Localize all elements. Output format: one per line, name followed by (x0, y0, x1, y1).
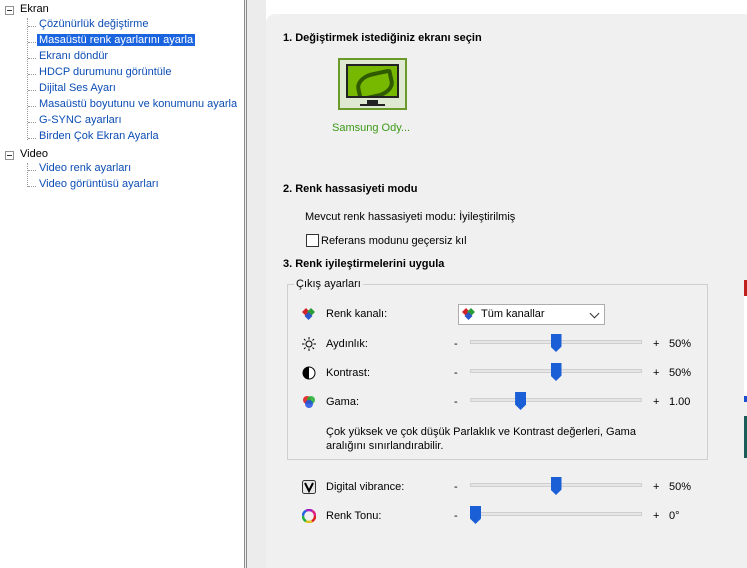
hue-label: Renk Tonu: (326, 510, 382, 522)
vibrance-value: 50% (669, 481, 692, 493)
current-mode-text: Mevcut renk hassasiyeti modu: İyileştirilmiş (305, 211, 516, 223)
digital-vibrance-label: Digital vibrance: (326, 481, 405, 493)
chevron-down-icon (590, 309, 600, 319)
hue-slider-thumb[interactable] (470, 506, 481, 524)
vibrance-slider-thumb[interactable] (551, 477, 562, 495)
brightness-icon (302, 337, 316, 351)
gamma-minus: - (454, 396, 458, 408)
range-note-line1: Çok yüksek ve çok düşük Parlaklık ve Kontrast değerleri, Gama (326, 426, 636, 438)
settings-panel (266, 14, 747, 568)
brightness-plus: + (653, 338, 660, 350)
tree-group-ekran[interactable]: Ekran (20, 3, 49, 15)
section-color-accuracy-title: 2. Renk hassasiyeti modu (283, 183, 418, 195)
tree-item-desktop-color[interactable]: Masaüstü renk ayarlarını ayarla (39, 34, 194, 46)
brightness-minus: - (454, 338, 458, 350)
nvidia-logo-icon (346, 64, 399, 98)
gamma-icon (302, 395, 316, 409)
gamma-value: 1.00 (669, 396, 691, 408)
panel-gap (247, 0, 266, 568)
color-channel-small-icon (462, 307, 476, 321)
hue-value: 0° (669, 510, 680, 522)
override-reference-checkbox[interactable] (306, 234, 319, 247)
contrast-label: Kontrast: (326, 367, 371, 379)
contrast-plus: + (653, 367, 660, 379)
range-note-line2: aralığını sınırlandırabilir. (326, 440, 444, 452)
tree-item-hdcp[interactable]: HDCP durumunu görüntüle (39, 66, 172, 78)
output-settings-title: Çıkış ayarları (296, 278, 361, 290)
tree-item-multi-display[interactable]: Birden Çok Ekran Ayarla (39, 130, 159, 142)
vibrance-minus: - (454, 481, 458, 493)
monitor-label[interactable]: Samsung Ody... (332, 122, 411, 134)
tree-item-resolution[interactable]: Çözünürlük değiştirme (39, 18, 149, 30)
hue-icon (302, 509, 316, 523)
tree-item-video-color[interactable]: Video renk ayarları (39, 162, 132, 174)
collapse-ekran-toggle[interactable] (5, 6, 14, 15)
section-color-enhancements-title: 3. Renk iyileştirmelerini uygula (283, 258, 445, 270)
color-channel-value: Tüm kanallar (481, 308, 545, 320)
contrast-icon (302, 366, 316, 380)
digital-vibrance-icon (302, 480, 316, 494)
hue-minus: - (454, 510, 458, 522)
collapse-video-toggle[interactable] (5, 151, 14, 160)
tree-item-desktop-size[interactable]: Masaüstü boyutunu ve konumunu ayarla (39, 98, 238, 110)
vibrance-plus: + (653, 481, 660, 493)
gamma-plus: + (653, 396, 660, 408)
contrast-value: 50% (669, 367, 692, 379)
override-reference-label[interactable]: Referans modunu geçersiz kıl (321, 235, 467, 247)
gamma-slider-track[interactable] (470, 398, 642, 402)
color-channel-icon (302, 307, 316, 321)
monitor-icon[interactable] (338, 58, 407, 110)
tree-item-rotate[interactable]: Ekranı döndür (39, 50, 109, 62)
tree-item-digital-audio[interactable]: Dijital Ses Ayarı (39, 82, 116, 94)
hue-plus: + (653, 510, 660, 522)
brightness-label: Aydınlık: (326, 338, 368, 350)
section-select-display-title: 1. Değiştirmek istediğiniz ekranı seçin (283, 32, 482, 44)
color-channel-dropdown[interactable] (458, 304, 605, 325)
navigation-tree (0, 0, 244, 568)
gamma-label: Gama: (326, 396, 360, 408)
brightness-value: 50% (669, 338, 692, 350)
contrast-minus: - (454, 367, 458, 379)
tree-item-gsync[interactable]: G-SYNC ayarları (39, 114, 122, 126)
hue-slider-track[interactable] (470, 512, 642, 516)
tree-group-video[interactable]: Video (20, 148, 48, 160)
tree-item-video-image[interactable]: Video görüntüsü ayarları (39, 178, 159, 190)
color-channel-label: Renk kanalı: (326, 308, 388, 320)
